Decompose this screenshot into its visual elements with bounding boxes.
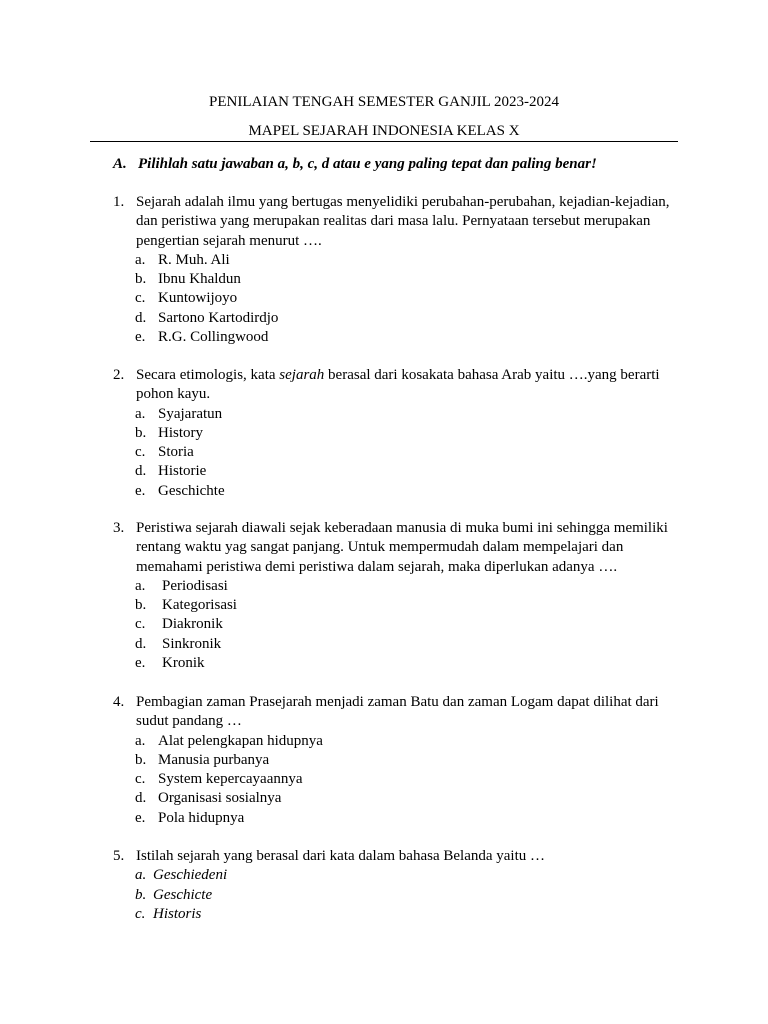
question-text-line [136, 366, 678, 385]
exam-title: PENILAIAN TENGAH SEMESTER GANJIL 2023-2024 [209, 94, 559, 110]
option-text: Alat pelengkapan hidupnya [158, 732, 323, 749]
answer-option [135, 309, 678, 328]
question-4 [113, 693, 678, 828]
option-text: Pola hidupnya [158, 809, 245, 826]
exam-subject: MAPEL SEJARAH INDONESIA KELAS X [248, 123, 520, 139]
option-text: Diakronik [162, 616, 223, 633]
option-letter: e. [135, 329, 146, 346]
question-text-line: Pembagian zaman Prasejarah menjadi zaman Batu dan zaman Logam dapat dilihat dari [136, 694, 659, 710]
option-text: Manusia purbanya [158, 751, 270, 768]
option-text: Syajaratun [158, 405, 223, 422]
option-text: System kepercayaannya [158, 771, 303, 788]
answer-option [135, 328, 678, 347]
answer-option [135, 635, 678, 654]
option-text: R. Muh. Ali [158, 251, 230, 268]
question-number: 3. [113, 520, 125, 536]
option-letter: b. [135, 271, 147, 288]
question-text-line: memahami peristiwa demi peristiwa dalam sejarah, maka diperlukan adanya …. [136, 558, 618, 575]
answer-option [135, 596, 678, 615]
option-letter: d. [135, 309, 147, 326]
section-instruction [113, 155, 597, 174]
option-letter: c. [135, 771, 146, 788]
section-letter: A. [113, 156, 127, 172]
option-letter: b. [135, 597, 147, 614]
question-text-line: pengertian sejarah menurut …. [136, 232, 322, 249]
option-text: Geschicte [153, 886, 213, 903]
option-letter: d. [135, 790, 147, 807]
option-text: Geschichte [158, 482, 225, 499]
option-letter: e. [135, 655, 146, 672]
option-letter: b. [135, 751, 147, 768]
option-text: Kategorisasi [162, 597, 237, 614]
answer-option [135, 732, 678, 751]
option-letter: a. [135, 732, 146, 749]
question-stem [113, 693, 678, 712]
answer-option [135, 289, 678, 308]
option-letter: d. [135, 463, 147, 480]
question-number: 2. [113, 367, 125, 383]
question-number: 5. [113, 848, 125, 864]
option-letter: d. [135, 635, 147, 652]
question-text-line: Sejarah adalah ilmu yang bertugas menyelidiki perubahan-perubahan, kejadian-kejadian, [136, 194, 670, 210]
option-text: Organisasi sosialnya [158, 790, 282, 807]
option-letter: b. [135, 886, 147, 903]
question-text-line: rentang waktu yag sangat panjang. Untuk mempermudah dalam mempelajari dan [136, 539, 624, 556]
question-3 [113, 519, 678, 673]
answer-option [135, 251, 678, 270]
answer-option [135, 789, 678, 808]
answer-option [135, 809, 678, 828]
option-text: Kuntowijoyo [158, 290, 238, 307]
question-text-line: dan peristiwa yang merupakan realitas dari masa lalu. Pernyataan tersebut merupakan [136, 213, 651, 230]
question-number: 1. [113, 194, 125, 210]
question-italic-term: sejarah [279, 367, 325, 383]
question-stem [113, 847, 678, 866]
answer-option [135, 405, 678, 424]
answer-option [135, 615, 678, 634]
option-letter: a. [135, 251, 146, 268]
question-stem [113, 193, 678, 212]
question-stem [113, 366, 678, 385]
question-text-line: Istilah sejarah yang berasal dari kata dalam bahasa Belanda yaitu … [136, 848, 545, 864]
answer-option [135, 654, 678, 673]
question-text-line: pohon kayu. [136, 386, 211, 403]
option-text: Historis [153, 905, 202, 922]
option-text: Periodisasi [162, 577, 228, 594]
answer-option [135, 270, 678, 289]
question-stem [113, 519, 678, 538]
answer-option [135, 770, 678, 789]
answer-option [135, 866, 678, 885]
question-1 [113, 193, 678, 347]
answer-option [135, 462, 678, 481]
question-text-line: sudut pandang … [136, 713, 242, 730]
answer-option [135, 482, 678, 501]
option-text: Sartono Kartodirdjo [158, 309, 279, 326]
option-text: Storia [158, 444, 194, 461]
answer-option [135, 577, 678, 596]
option-letter: a. [135, 405, 146, 422]
question-2 [113, 366, 678, 501]
question-text-part: Secara etimologis, kata [136, 367, 280, 383]
answer-option [135, 443, 678, 462]
answer-option [135, 905, 678, 924]
option-letter: c. [135, 616, 146, 633]
question-text-line: Peristiwa sejarah diawali sejak keberadaan manusia di muka bumi ini sehingga memiliki [136, 520, 668, 536]
option-text: Ibnu Khaldun [158, 271, 241, 288]
option-letter: c. [135, 444, 146, 461]
option-text: R.G. Collingwood [158, 329, 269, 346]
section-instruction-text: Pilihlah satu jawaban a, b, c, d atau e yang paling tepat dan paling benar! [138, 156, 597, 172]
option-letter: b. [135, 424, 147, 441]
header-divider [90, 141, 678, 142]
option-letter: a. [135, 867, 147, 884]
option-text: Sinkronik [162, 635, 222, 652]
option-text: Geschiedeni [153, 867, 228, 884]
option-text: History [158, 424, 203, 441]
answer-option [135, 424, 678, 443]
option-letter: e. [135, 809, 146, 826]
option-letter: c. [135, 905, 146, 922]
answer-option [135, 751, 678, 770]
question-text-part: berasal dari kosakata bahasa Arab yaitu ….yang berarti [324, 367, 660, 383]
option-text: Kronik [162, 655, 205, 672]
option-letter: a. [135, 577, 146, 594]
option-letter: c. [135, 290, 146, 307]
option-text: Historie [158, 463, 207, 480]
question-number: 4. [113, 694, 125, 710]
question-5 [113, 847, 678, 924]
answer-option [135, 886, 678, 905]
option-letter: e. [135, 482, 146, 499]
